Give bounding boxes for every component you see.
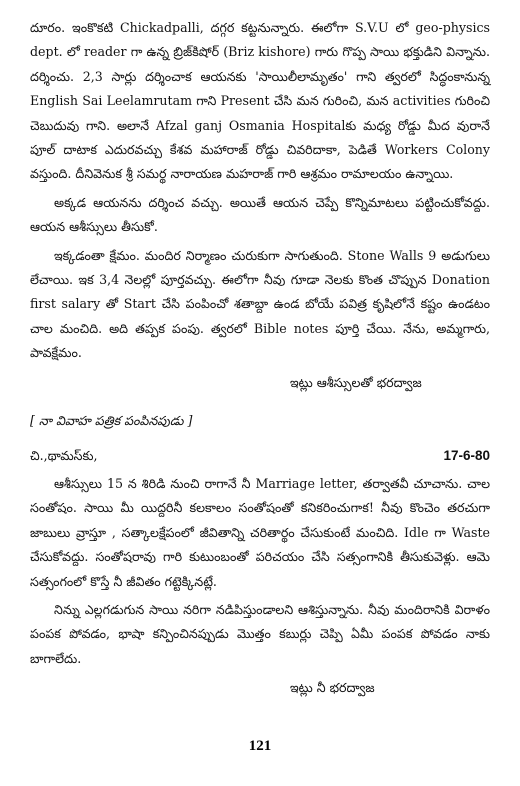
paragraph: ఇక్కడంతా క్షేమం. మందిర నిర్మాణం చురుకుగా సాగుతుంది. Stone Walls 9 అడుగులు లేచాయి. ఇక 3,4 నెలల్లో పూర్తవచ్చు. ఈలోగా నీవు గూడా నెలకు కొంత చొప్పున Donation first salary తో Start చేసి పంపించో శతాబ్దా ఉండ బోయే పవిత్ర కృషిలోనే కష్టం ఉండటం చాల మంచిది. అది తప్పక పంపు. త్వరలో Bible notes పూర్తి చేయి. నేను, అమ్మగారు, పావక్షేమం. [30, 247, 490, 361]
paragraph: ఆశీస్సులు 15 న శిరిడి నుంచి రాగానే నీ Marriage letter, తర్వాతవీ చూచాను. చాల సంతోషం. సాయి మీ యిద్దరినీ కలకాలం సంతోషంతో కనికరించుగాక! నీవు కొంచెం తరచుగా జాబులు వ్రాస్తూ , సత్కాలక్షేపంలో జీవితాన్ని చరితార్థం చేసుకుంటే మంచిది. Idle గా Waste చేసుకోవద్దు. సంతోషరావు గారి కుటుంబంతో పరిచయం చేసి సత్సంగానికి తీసుకువెళ్లు. ఆమె సత్సంగంలో కొస్తే నీ జీవితం గట్టెక్కినట్లే. [30, 475, 490, 589]
letter-header [30, 444, 490, 468]
section-heading: [ నా వివాహ పత్రిక పంపినపుడు ] [30, 413, 193, 429]
signature-line: ఇట్లు నీ భరద్వాజ [290, 680, 375, 696]
paragraph: అక్కడ ఆయనను దర్శించ వచ్చు. అయితే ఆయన చెప్పే కొన్నిమాటలు పట్టించుకోవద్దు. ఆయన ఆశీస్సులు తీసుకో. [30, 194, 490, 235]
letter-date: 17-6-80 [443, 447, 490, 463]
signature-line: ఇట్లు ఆశీస్సులతో భరద్వాజ [290, 374, 422, 390]
salutation: చి.,థామస్‌కు, [30, 447, 98, 463]
paragraph: నిన్ను ఎల్లగడుగున సాయి నరిగా నడిపిస్తుండాలని ఆశిస్తున్నాను. నీవు మందిరానికి విరాళం పంపక పోవడం, భాషా కన్పించినప్పుడు మొత్తం కబుర్లు చెప్పి ఏమీ పంపక పోవడం నాకు బాగాలేదు. [30, 601, 490, 666]
page-number: 121 [248, 738, 272, 754]
paragraph: దూరం. ఇంకొకటి Chickadpalli, దగ్గర కట్టనున్నారు. ఈలోగా S.V.U లో geo-physics dept. లో reader గా ఉన్న బ్రిజ్‌కిషోర్ (Briz kishore) గారు గొప్ప సాయి భక్తుడిని విన్నాను. దర్శించు. 2,3 సార్లు దర్శించాక ఆయనకు 'సాయిలీలామృతం' గాని త్వరలో సిద్ధంకానున్న English Sai Leelamrutam గాని Present చేసి మన గురించి, మన activities గురించి చెబుదువు గాని. అలానే Afzal ganj Osmania Hospitalకు మధ్య రోడ్డు మీద వురానే పూల్ దాటాక ఎదురవచ్చు కేశవ మహారాజ్ రోడ్డు చివరిదాకా, పెడితే Workers Colony వస్తుంది. దీనివెనుక శ్రీ సమర్థ నారాయణ మహరాజ్ గారి ఆశ్రమం రామాలయం ఉన్నాయి. [30, 20, 490, 182]
